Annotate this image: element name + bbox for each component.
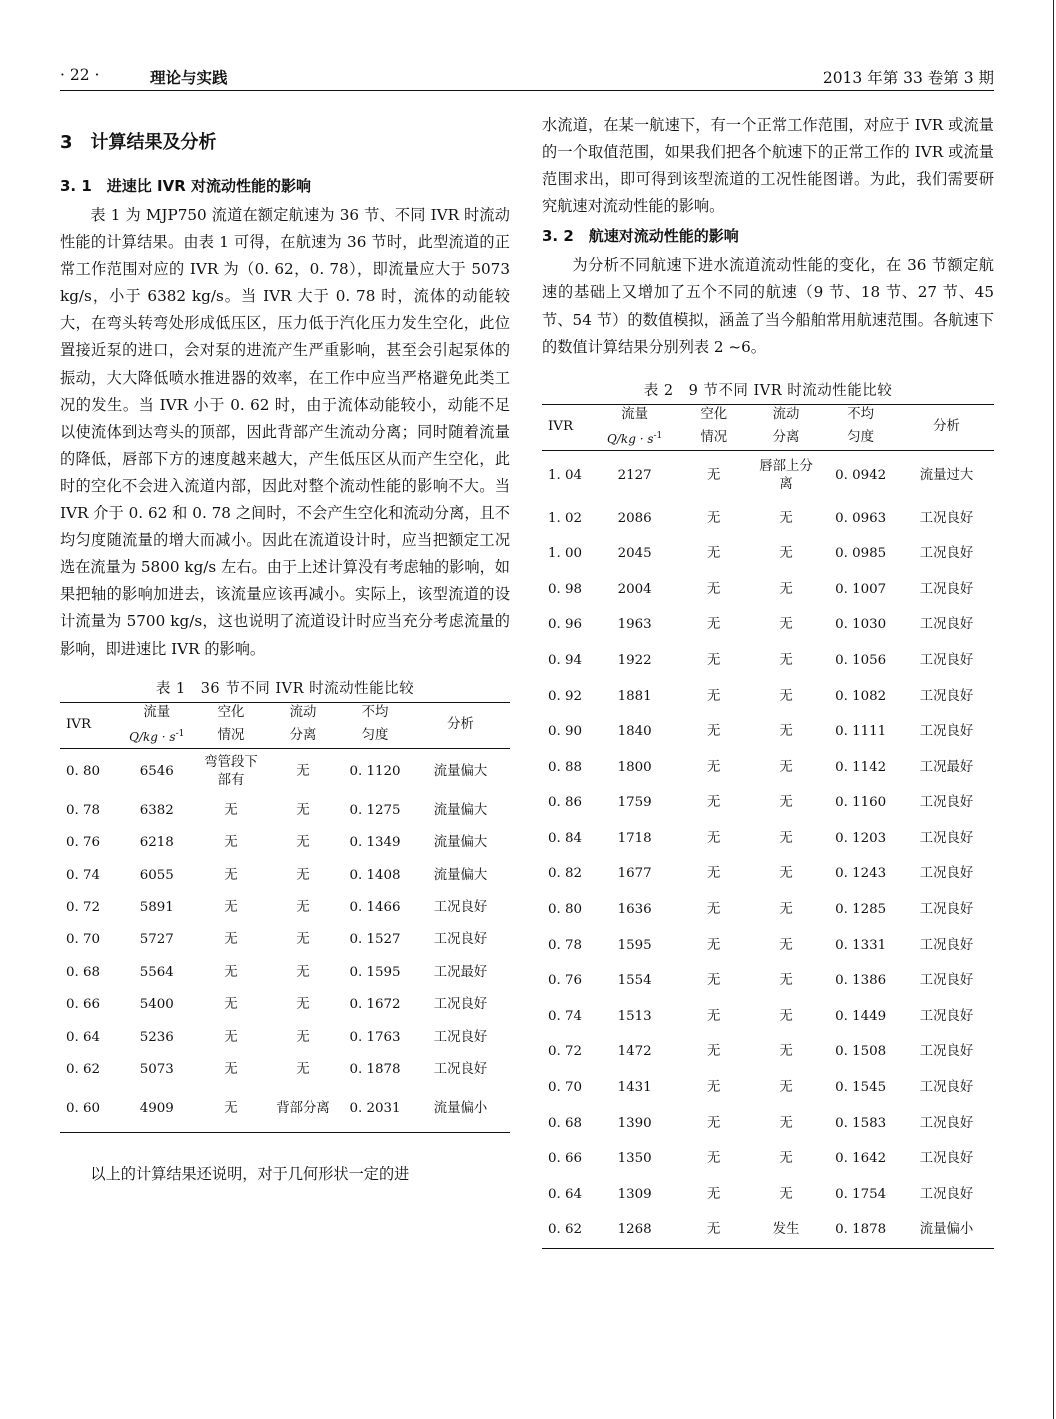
table-row <box>542 750 994 786</box>
cell-flow: 1472 <box>617 1044 652 1060</box>
cell-separation: 无 <box>779 830 793 846</box>
cell-analysis: 工况良好 <box>919 581 974 597</box>
page-edge-line <box>1053 0 1054 1419</box>
cell-ivr: 0. 70 <box>548 1080 583 1096</box>
cell-flow: 5073 <box>139 1061 174 1077</box>
cell-ivr: 0. 68 <box>66 964 101 980</box>
cell-ivr: 0. 82 <box>548 866 583 882</box>
cell-uniformity: 0. 1007 <box>835 581 887 597</box>
col-header-analysis: 分析 <box>411 702 510 748</box>
cell-analysis: 工况最好 <box>919 759 974 775</box>
col-header-cavitation-2: 情况 <box>678 426 750 451</box>
col-header-flow-unit: $Q/kg \cdot s^{-1}$ <box>592 426 678 451</box>
cell-cavitation: 无 <box>224 964 238 980</box>
cell-uniformity: 0. 1331 <box>835 937 887 953</box>
cell-analysis: 工况最好 <box>433 964 488 980</box>
cell-separation: 无 <box>296 932 310 948</box>
cell-flow: 6218 <box>139 835 174 851</box>
col-header-ivr: IVR <box>60 702 119 748</box>
cell-analysis: 工况良好 <box>919 973 974 989</box>
cell-separation: 发生 <box>750 1213 822 1249</box>
paragraph-after-table-1: 以上的计算结果还说明，对于几何形状一定的进 <box>90 1165 410 1184</box>
continued-paragraph: 水流道，在某一航速下，有一个正常工作范围，对应于 IVR 或流量的一个取值范围，如果我们把各个航速下的正常工作的 IVR 或流量范围求出，即可得到该型流道的工况性能图谱。为此，我们需要研究航速对流动性能的影响。 <box>542 116 994 216</box>
cell-cavitation: 无 <box>707 1151 721 1167</box>
col-header-ivr: IVR <box>542 404 592 450</box>
cell-cavitation: 无 <box>707 1008 721 1024</box>
cell-analysis: 工况良好 <box>919 1151 974 1167</box>
cell-cavitation: 无 <box>224 802 238 818</box>
col-header-separation: 流动 <box>750 404 822 426</box>
cell-uniformity: 0. 1583 <box>835 1115 887 1131</box>
cell-flow: 1718 <box>617 830 652 846</box>
col-header-cavitation-2: 情况 <box>195 724 267 749</box>
cell-ivr: 1. 02 <box>548 510 583 526</box>
cell-ivr: 1. 04 <box>548 467 583 483</box>
subsection-3-1-heading: 3. 1 进速比 IVR 对流动性能的影响 <box>60 177 311 195</box>
table-row <box>542 963 994 999</box>
cell-uniformity: 0. 1878 <box>349 1061 401 1077</box>
cell-ivr: 0. 62 <box>66 1061 101 1077</box>
cell-ivr: 0. 64 <box>66 1029 101 1045</box>
col-header-cavitation: 空化 <box>195 702 267 724</box>
table-row <box>542 1106 994 1142</box>
cell-uniformity: 0. 1642 <box>835 1151 887 1167</box>
cell-ivr: 0. 74 <box>548 1008 583 1024</box>
table-row <box>542 1141 994 1177</box>
cell-ivr: 0. 80 <box>66 763 101 779</box>
cell-uniformity: 0. 1763 <box>349 1029 401 1045</box>
cell-uniformity: 0. 2031 <box>339 1086 411 1133</box>
col-header-separation-2: 分离 <box>267 724 339 749</box>
table-row <box>542 999 994 1035</box>
cell-cavitation: 无 <box>224 835 238 851</box>
cell-analysis: 工况良好 <box>919 688 974 704</box>
col-header-uniformity: 不均 <box>339 702 411 724</box>
cell-flow: 1636 <box>617 902 652 918</box>
cell-analysis: 工况良好 <box>919 546 974 562</box>
table-1 <box>60 702 510 1134</box>
cell-uniformity: 0. 1056 <box>835 652 887 668</box>
cell-ivr: 0. 60 <box>60 1086 119 1133</box>
cell-cavitation: 无 <box>707 1186 721 1202</box>
cell-ivr: 0. 76 <box>66 835 101 851</box>
cell-uniformity: 0. 1408 <box>349 867 401 883</box>
cell-separation: 无 <box>779 688 793 704</box>
cell-uniformity: 0. 1082 <box>835 688 887 704</box>
cell-uniformity: 0. 1349 <box>349 835 401 851</box>
cell-cavitation: 无 <box>707 973 721 989</box>
cell-analysis: 工况良好 <box>433 997 488 1013</box>
cell-separation: 无 <box>296 997 310 1013</box>
cell-flow: 5564 <box>139 964 174 980</box>
cell-cavitation: 无 <box>707 1044 721 1060</box>
cell-cavitation: 弯管段下部有 <box>204 754 258 788</box>
cell-ivr: 0. 72 <box>548 1044 583 1060</box>
table-row <box>542 679 994 715</box>
cell-ivr: 0. 92 <box>548 688 583 704</box>
table-row <box>60 1054 510 1086</box>
cell-uniformity: 0. 1142 <box>835 759 887 775</box>
cell-flow: 2004 <box>617 581 652 597</box>
col-header-flow: 流量 <box>119 702 196 724</box>
cell-flow: 1268 <box>592 1213 678 1249</box>
table-row <box>60 1086 510 1133</box>
table-row <box>542 572 994 608</box>
cell-analysis: 工况良好 <box>919 937 974 953</box>
cell-uniformity: 0. 0963 <box>835 510 887 526</box>
cell-cavitation: 无 <box>707 866 721 882</box>
table-row <box>542 608 994 644</box>
subsection-3-2-paragraph: 为分析不同航速下进水流道流动性能的变化，在 36 节额定航速的基础上又增加了五个不同的航速（9 节、18 节、27 节、45 节、54 节）的数值模拟，涵盖了当今船舶常用航速范围。各航速下的数值计算结果分别列表 2 ~6。 <box>542 256 994 356</box>
table-row <box>60 892 510 924</box>
cell-cavitation: 无 <box>678 1213 750 1249</box>
cell-analysis: 流量偏小 <box>899 1213 994 1249</box>
cell-uniformity: 0. 1466 <box>349 899 401 915</box>
table-row <box>60 827 510 859</box>
cell-analysis: 工况良好 <box>919 510 974 526</box>
cell-uniformity: 0. 1203 <box>835 830 887 846</box>
right-column <box>542 112 994 1249</box>
cell-analysis: 工况良好 <box>919 1115 974 1131</box>
cell-analysis: 流量偏大 <box>433 835 488 851</box>
table-row <box>542 714 994 750</box>
cell-flow: 6546 <box>139 763 174 779</box>
cell-ivr: 0. 72 <box>66 899 101 915</box>
cell-cavitation: 无 <box>224 867 238 883</box>
cell-flow: 1800 <box>617 759 652 775</box>
cell-analysis: 流量偏大 <box>433 763 488 779</box>
cell-analysis: 工况良好 <box>919 652 974 668</box>
table-row <box>60 1021 510 1053</box>
cell-ivr: 0. 98 <box>548 581 583 597</box>
cell-uniformity: 0. 0942 <box>835 467 887 483</box>
cell-separation: 无 <box>296 1061 310 1077</box>
cell-flow: 1840 <box>617 724 652 740</box>
cell-cavitation: 无 <box>707 546 721 562</box>
cell-separation: 无 <box>296 802 310 818</box>
cell-separation: 无 <box>296 867 310 883</box>
table-1-caption: 表 1 36 节不同 IVR 时流动性能比较 <box>155 680 415 697</box>
cell-ivr: 0. 64 <box>548 1186 583 1202</box>
subsection-3-2-heading: 3. 2 航速对流动性能的影响 <box>542 227 739 246</box>
cell-uniformity: 0. 1754 <box>835 1186 887 1202</box>
cell-analysis: 流量偏小 <box>411 1086 510 1133</box>
cell-flow: 6382 <box>139 802 174 818</box>
col-header-uniformity-2: 匀度 <box>339 724 411 749</box>
cell-uniformity: 0. 1672 <box>349 997 401 1013</box>
cell-cavitation: 无 <box>195 1086 267 1133</box>
journal-section: 理论与实践 <box>150 69 228 87</box>
cell-uniformity: 0. 1111 <box>835 724 887 740</box>
table-row <box>542 1035 994 1071</box>
cell-cavitation: 无 <box>707 937 721 953</box>
table-row <box>542 786 994 822</box>
cell-separation: 无 <box>296 899 310 915</box>
table-row <box>542 536 994 572</box>
cell-uniformity: 0. 1285 <box>835 902 887 918</box>
cell-uniformity: 0. 1275 <box>349 802 401 818</box>
running-header <box>60 66 994 91</box>
cell-separation: 无 <box>779 759 793 775</box>
cell-flow: 2127 <box>617 467 652 483</box>
cell-separation: 无 <box>296 964 310 980</box>
cell-flow: 2086 <box>617 510 652 526</box>
cell-analysis: 工况良好 <box>919 1008 974 1024</box>
cell-analysis: 工况良好 <box>919 1044 974 1060</box>
cell-analysis: 工况良好 <box>919 795 974 811</box>
cell-analysis: 工况良好 <box>919 617 974 633</box>
cell-cavitation: 无 <box>707 652 721 668</box>
cell-ivr: 0. 66 <box>66 997 101 1013</box>
cell-ivr: 0. 84 <box>548 830 583 846</box>
subsection-3-1-paragraph: 表 1 为 MJP750 流道在额定航速为 36 节、不同 IVR 时流动性能的计算结果。由表 1 可得，在航速为 36 节时，此型流道的正常工作范围对应的 IVR 为（0. 62，0. 78），即流量应大于 5073 kg/s，小于 6382 kg/s。当 IVR 大于 0. 78 时，流体的动能较大，在弯头转弯处形成低压区，压力低于汽化压力发生空化，此位置接近泵的进口，会对泵的进流产生严重影响，甚至会引起泵体的振动，大大降低喷水推进器的效率，在工作中应当严格避免此类工况的发生。当 IVR 小于 0. 62 时，由于流体动能较小，动能不足以使流体到达弯头的顶部，因此背部产生流动分离；同时随着流量的降低，唇部下方的速度越来越大，产生低压区从而产生空化，此时的空化不会进入流道内部，因此对整个流动性能的影响不大。当 IVR 介于 0. 62 和 0. 78 之间时，不会产生空化和流动分离，且不均匀度随流量的增大而减小。因此在流道设计时，应当把额定工况选在流量为 5800 kg/s 左右。由于上述计算没有考虑轴的影响，如果把轴的影响加进去，该流量应该再减小。实际上，该型流道的设计流量为 5700 kg/s，这也说明了流道设计时应当充分考虑流量的影响，即进速比 IVR 的影响。 <box>60 206 510 658</box>
table-row <box>542 857 994 893</box>
table-row <box>542 1213 994 1249</box>
cell-separation: 无 <box>779 973 793 989</box>
cell-flow: 1881 <box>617 688 652 704</box>
cell-cavitation: 无 <box>224 1061 238 1077</box>
cell-uniformity: 0. 1878 <box>822 1213 899 1249</box>
cell-flow: 1350 <box>617 1151 652 1167</box>
cell-separation: 无 <box>779 902 793 918</box>
cell-analysis: 工况良好 <box>919 724 974 740</box>
cell-ivr: 0. 78 <box>66 802 101 818</box>
cell-flow: 1677 <box>617 866 652 882</box>
table-row <box>60 957 510 989</box>
cell-cavitation: 无 <box>707 510 721 526</box>
cell-ivr: 0. 80 <box>548 902 583 918</box>
journal-issue: 2013 年第 33 卷第 3 期 <box>822 69 994 87</box>
cell-flow: 1513 <box>617 1008 652 1024</box>
cell-analysis: 流量过大 <box>919 467 974 483</box>
cell-uniformity: 0. 1527 <box>349 932 401 948</box>
cell-separation: 无 <box>779 510 793 526</box>
table-row <box>542 821 994 857</box>
section-3-heading: 3 计算结果及分析 <box>60 132 217 153</box>
col-header-uniformity-2: 匀度 <box>822 426 899 451</box>
cell-ivr: 0. 86 <box>548 795 583 811</box>
cell-flow: 1759 <box>617 795 652 811</box>
col-header-uniformity: 不均 <box>822 404 899 426</box>
cell-analysis: 工况良好 <box>919 902 974 918</box>
cell-uniformity: 0. 1545 <box>835 1080 887 1096</box>
table-row <box>542 892 994 928</box>
cell-ivr: 0. 74 <box>66 867 101 883</box>
cell-cavitation: 无 <box>707 724 721 740</box>
cell-ivr: 0. 94 <box>548 652 583 668</box>
cell-flow: 1390 <box>617 1115 652 1131</box>
page-number: · 22 · <box>60 66 100 84</box>
cell-flow: 1963 <box>617 617 652 633</box>
cell-cavitation: 无 <box>707 902 721 918</box>
table-2 <box>542 404 994 1249</box>
cell-ivr: 0. 76 <box>548 973 583 989</box>
cell-cavitation: 无 <box>707 759 721 775</box>
cell-cavitation: 无 <box>224 1029 238 1045</box>
cell-analysis: 工况良好 <box>919 866 974 882</box>
cell-analysis: 工况良好 <box>433 899 488 915</box>
cell-separation: 无 <box>296 1029 310 1045</box>
cell-flow: 1309 <box>617 1186 652 1202</box>
cell-analysis: 工况良好 <box>919 1080 974 1096</box>
cell-ivr: 0. 68 <box>548 1115 583 1131</box>
cell-uniformity: 0. 1030 <box>835 617 887 633</box>
table-row <box>542 643 994 679</box>
col-header-separation-2: 分离 <box>750 426 822 451</box>
cell-analysis: 流量偏大 <box>433 802 488 818</box>
cell-separation: 无 <box>779 546 793 562</box>
cell-flow: 1595 <box>617 937 652 953</box>
cell-uniformity: 0. 1243 <box>835 866 887 882</box>
cell-separation: 无 <box>779 866 793 882</box>
cell-ivr: 1. 00 <box>548 546 583 562</box>
cell-uniformity: 0. 1508 <box>835 1044 887 1060</box>
cell-uniformity: 0. 0985 <box>835 546 887 562</box>
cell-ivr: 0. 70 <box>66 932 101 948</box>
cell-flow: 1431 <box>617 1080 652 1096</box>
cell-ivr: 0. 88 <box>548 759 583 775</box>
table-row <box>542 1177 994 1213</box>
cell-separation: 唇部上分离 <box>759 458 813 492</box>
table-2-caption: 表 2 9 节不同 IVR 时流动性能比较 <box>643 382 893 399</box>
cell-separation: 无 <box>779 1008 793 1024</box>
col-header-flow-unit: $Q/kg \cdot s^{-1}$ <box>119 724 196 749</box>
cell-uniformity: 0. 1449 <box>835 1008 887 1024</box>
cell-separation: 无 <box>779 1080 793 1096</box>
cell-ivr: 0. 62 <box>542 1213 592 1249</box>
table-row <box>60 989 510 1021</box>
cell-cavitation: 无 <box>224 997 238 1013</box>
cell-separation: 无 <box>779 1115 793 1131</box>
cell-cavitation: 无 <box>224 932 238 948</box>
cell-analysis: 工况良好 <box>919 1186 974 1202</box>
cell-flow: 2045 <box>617 546 652 562</box>
cell-cavitation: 无 <box>707 795 721 811</box>
cell-uniformity: 0. 1595 <box>349 964 401 980</box>
table-row <box>542 1070 994 1106</box>
col-header-analysis: 分析 <box>899 404 994 450</box>
cell-flow: 6055 <box>139 867 174 883</box>
col-header-cavitation: 空化 <box>678 404 750 426</box>
cell-flow: 1554 <box>617 973 652 989</box>
table-row <box>60 748 510 795</box>
cell-analysis: 流量偏大 <box>433 867 488 883</box>
cell-separation: 无 <box>779 581 793 597</box>
cell-cavitation: 无 <box>707 467 721 483</box>
cell-separation: 无 <box>779 617 793 633</box>
cell-cavitation: 无 <box>707 1115 721 1131</box>
cell-separation: 无 <box>779 724 793 740</box>
cell-separation: 无 <box>779 1151 793 1167</box>
cell-analysis: 工况良好 <box>433 1061 488 1077</box>
col-header-separation: 流动 <box>267 702 339 724</box>
cell-cavitation: 无 <box>707 617 721 633</box>
cell-uniformity: 0. 1120 <box>349 763 401 779</box>
cell-flow: 4909 <box>119 1086 196 1133</box>
cell-flow: 5727 <box>139 932 174 948</box>
cell-cavitation: 无 <box>707 1080 721 1096</box>
cell-separation: 无 <box>296 835 310 851</box>
cell-separation: 无 <box>296 763 310 779</box>
cell-analysis: 工况良好 <box>433 932 488 948</box>
cell-separation: 无 <box>779 795 793 811</box>
table-row <box>60 859 510 891</box>
cell-uniformity: 0. 1160 <box>835 795 887 811</box>
cell-separation: 无 <box>779 937 793 953</box>
col-header-flow: 流量 <box>592 404 678 426</box>
table-row <box>542 928 994 964</box>
cell-cavitation: 无 <box>707 581 721 597</box>
cell-separation: 无 <box>779 1186 793 1202</box>
cell-analysis: 工况良好 <box>919 830 974 846</box>
cell-cavitation: 无 <box>707 688 721 704</box>
cell-separation: 无 <box>779 652 793 668</box>
cell-flow: 5891 <box>139 899 174 915</box>
cell-flow: 5400 <box>139 997 174 1013</box>
table-row <box>60 924 510 956</box>
cell-flow: 5236 <box>139 1029 174 1045</box>
cell-uniformity: 0. 1386 <box>835 973 887 989</box>
cell-ivr: 0. 78 <box>548 937 583 953</box>
table-row <box>542 450 994 501</box>
cell-separation: 无 <box>779 1044 793 1060</box>
cell-analysis: 工况良好 <box>433 1029 488 1045</box>
cell-ivr: 0. 66 <box>548 1151 583 1167</box>
cell-ivr: 0. 96 <box>548 617 583 633</box>
cell-flow: 1922 <box>617 652 652 668</box>
left-column <box>60 114 510 1188</box>
cell-cavitation: 无 <box>224 899 238 915</box>
cell-separation: 背部分离 <box>267 1086 339 1133</box>
cell-cavitation: 无 <box>707 830 721 846</box>
cell-ivr: 0. 90 <box>548 724 583 740</box>
table-row <box>542 501 994 537</box>
table-row <box>60 795 510 827</box>
